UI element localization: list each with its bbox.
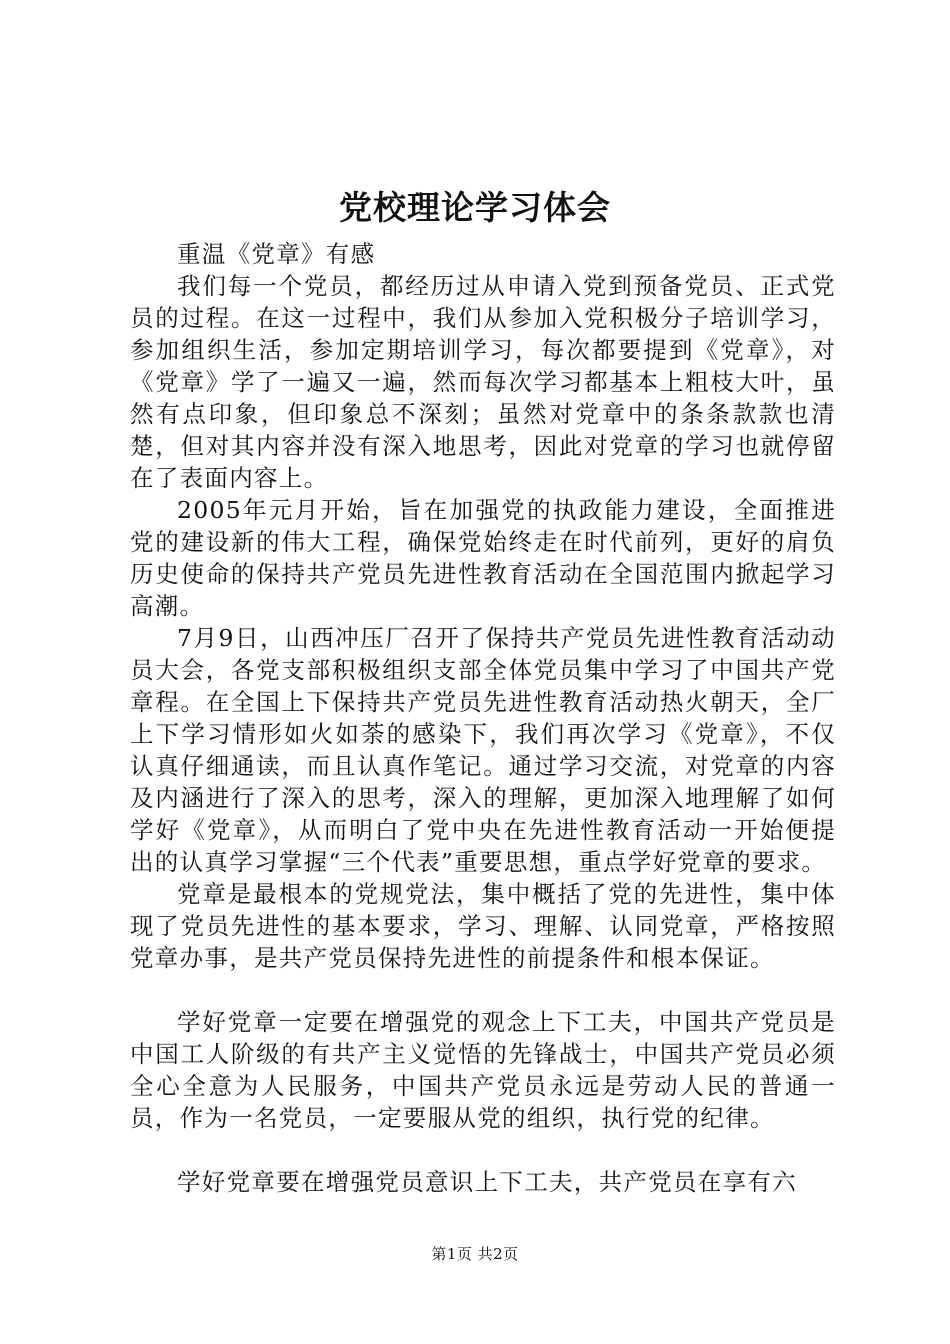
document-subtitle: 重温《党章》有感 xyxy=(177,240,376,268)
paragraph: 党章是最根本的党规党法，集中概括了党的先进性，集中体现了党员先进性的基本要求，学习、理解、认同党章，严格按照党章办事，是共产党员保持先进性的前提条件和根本保证。 xyxy=(130,880,836,972)
paragraph: 学好党章要在增强党员意识上下工夫，共产党员在享有六 xyxy=(177,1168,797,1196)
paragraph: 7月9日，山西冲压厂召开了保持共产党员先进性教育活动动员大会，各党支部积极组织支部全体党员集中学习了中国共产党章程。在全国上下保持共产党员先进性教育活动热火朝天，全厂上下学习情形如火如荼的感染下，我们再次学习《党章》，不仅认真仔细通读，而且认真作笔记。通过学习交流，对党章的内容及内涵进行了深入的思考，深入的理解，更加深入地理解了如何学好《党章》，从而明白了党中央在先进性教育活动一开始便提出的认真学习掌握“三个代表”重要思想，重点学好党章的要求。 xyxy=(130,624,836,876)
page-title: 党校理论学习体会 xyxy=(339,188,611,227)
document-body xyxy=(130,238,836,1198)
page-number-footer: 第1页 共2页 xyxy=(431,1245,519,1263)
paragraph: 学好党章一定要在增强党的观念上下工夫，中国共产党员是中国工人阶级的有共产主义觉悟的先锋战士，中国共产党员必须全心全意为人民服务，中国共产党员永远是劳动人民的普通一员，作为一名党员，一定要服从党的组织，执行党的纪律。 xyxy=(130,1008,836,1132)
paragraph: 2005年元月开始，旨在加强党的执政能力建设，全面推进党的建设新的伟大工程，确保党始终走在时代前列，更好的肩负历史使命的保持共产党员先进性教育活动在全国范围内掀起学习高潮。 xyxy=(130,496,836,620)
paragraph: 我们每一个党员，都经历过从申请入党到预备党员、正式党员的过程。在这一过程中，我们从参加入党积极分子培训学习，参加组织生活，参加定期培训学习，每次都要提到《党章》，对《党章》学了一遍又一遍，然而每次学习都基本上粗枝大叶，虽然有点印象，但印象总不深刻；虽然对党章中的条条款款也清楚，但对其内容并没有深入地思考，因此对党章的学习也就停留在了表面内容上。 xyxy=(130,272,836,492)
